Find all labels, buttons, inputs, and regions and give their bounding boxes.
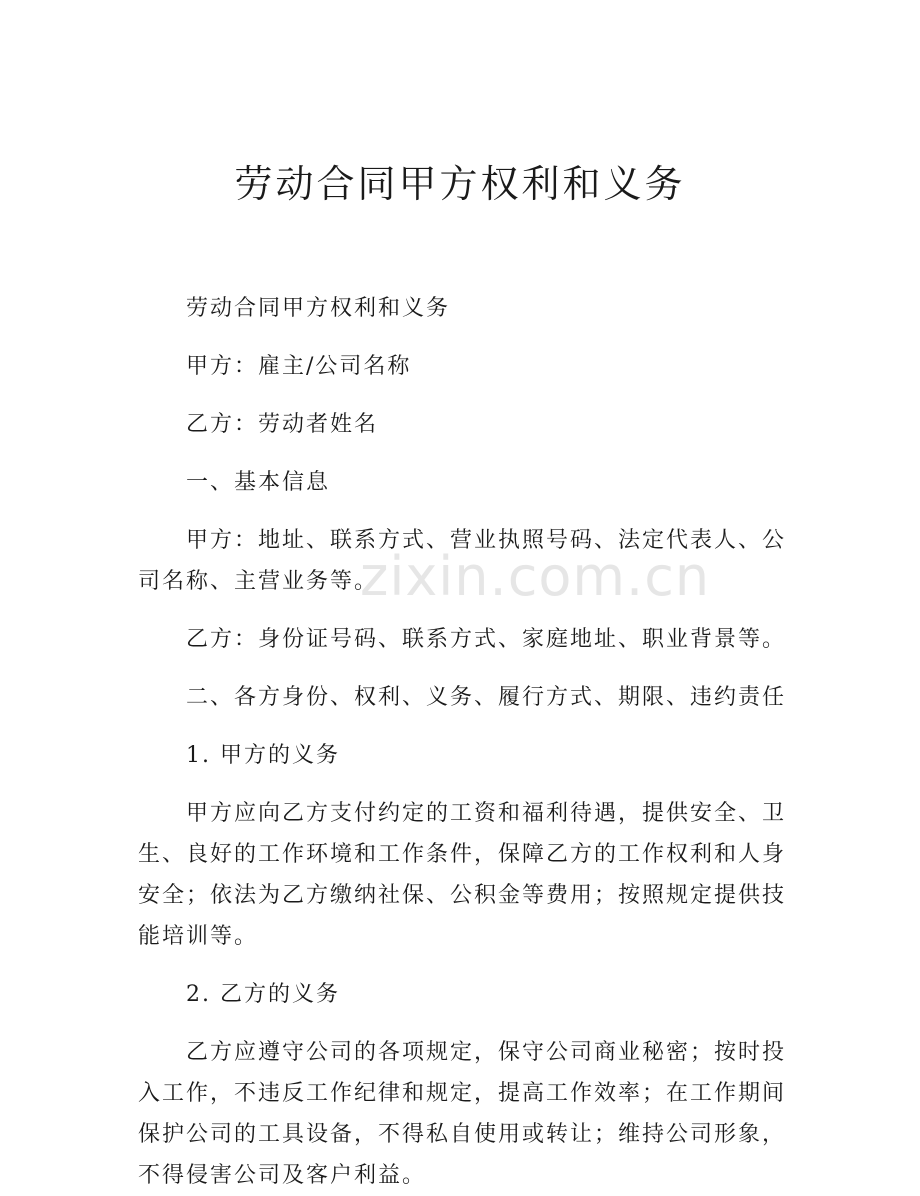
document-title: 劳动合同甲方权利和义务 — [234, 162, 686, 206]
party-b-obligations-paragraph: 乙方应遵守公司的各项规定，保守公司商业秘密；按时投入工作，不违反工作纪律和规定，提高工作效率；在工作期间保护公司的工具设备，不得私自使用或转让；维持公司形象，不得侵害公司及客户利益。 — [138, 1040, 787, 1188]
document-body — [138, 288, 786, 1196]
section-heading-obligations: 二、各方身份、权利、义务、履行方式、期限、违约责任 — [186, 685, 787, 710]
party-b-info-paragraph: 乙方：身份证号码、联系方式、家庭地址、职业背景等。 — [186, 627, 787, 652]
watermark-text: zixin.com.cn — [360, 545, 711, 608]
party-a-obligations-paragraph: 甲方应向乙方支付约定的工资和福利待遇，提供安全、卫生、良好的工作环境和工作条件，保障乙方的工作权利和人身安全；依法为乙方缴纳社保、公积金等费用；按照规定提供技能培训等。 — [138, 801, 787, 949]
subheading-party-b-obligations: 2. 乙方的义务 — [186, 982, 340, 1007]
party-a-line: 甲方：雇主/公司名称 — [186, 354, 412, 379]
section-heading-basic-info: 一、基本信息 — [186, 470, 331, 495]
subheading-party-a-obligations: 1. 甲方的义务 — [186, 743, 340, 768]
subtitle-paragraph: 劳动合同甲方权利和义务 — [186, 296, 451, 321]
party-a-info-paragraph: 甲方：地址、联系方式、营业执照号码、法定代表人、公司名称、主营业务等。 — [138, 528, 787, 594]
party-b-line: 乙方：劳动者姓名 — [186, 412, 379, 437]
